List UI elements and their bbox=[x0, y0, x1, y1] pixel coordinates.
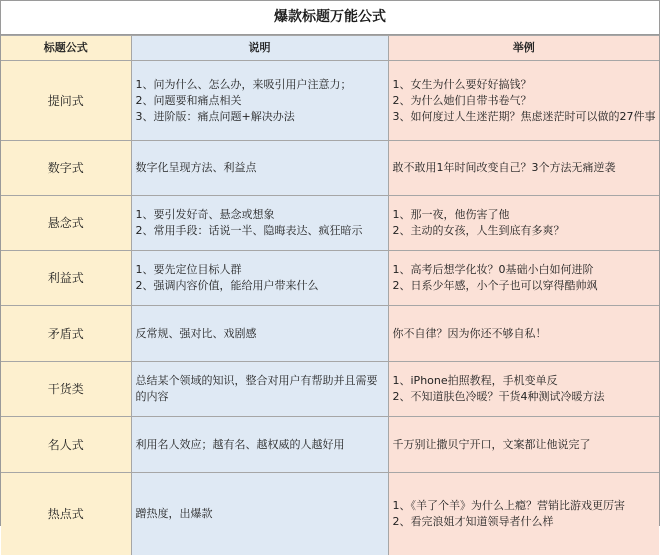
formula-table bbox=[1, 35, 659, 555]
row-type: 热点式 bbox=[1, 473, 131, 555]
desc-line: 2、常用手段：话说一半、隐晦表达、疯狂暗示 bbox=[135, 224, 363, 237]
table-row bbox=[1, 362, 659, 417]
row-desc bbox=[131, 306, 388, 362]
row-type: 提问式 bbox=[1, 61, 131, 141]
row-desc bbox=[131, 141, 388, 196]
row-example bbox=[388, 251, 659, 306]
example-line: 3、如何度过人生迷茫期？焦虑迷茫时可以做的27件事 bbox=[392, 109, 656, 123]
desc-line: 数字化呈现方法、利益点 bbox=[135, 161, 257, 174]
row-example bbox=[388, 473, 659, 555]
example-line: 千万别让撒贝宁开口，文案都让他说完了 bbox=[392, 437, 591, 451]
table-row bbox=[1, 196, 659, 251]
example-line: 1、高考后想学化妆？0基础小白如何进阶 bbox=[392, 263, 594, 276]
example-line: 你不自律？因为你还不够自私！ bbox=[392, 326, 547, 340]
example-line: 敢不敢用1年时间改变自己？3个方法无痛逆袭 bbox=[392, 161, 616, 174]
desc-line: 3、进阶版：痛点问题+解决办法 bbox=[135, 109, 295, 123]
table-row bbox=[1, 306, 659, 362]
table-row bbox=[1, 251, 659, 306]
example-line: 2、不知道肤色冷暖？干货4种测试冷暖方法 bbox=[392, 390, 605, 403]
header-type: 标题公式 bbox=[1, 36, 131, 61]
desc-line: 利用名人效应；越有名、越权威的人越好用 bbox=[135, 437, 345, 451]
row-example bbox=[388, 141, 659, 196]
sheet-title: 爆款标题万能公式 bbox=[1, 1, 659, 35]
example-line: 1、iPhone拍照教程，手机变单反 bbox=[392, 374, 558, 387]
row-desc bbox=[131, 473, 388, 555]
example-line: 2、为什么她们自带书卷气？ bbox=[392, 93, 532, 107]
row-type: 矛盾式 bbox=[1, 306, 131, 362]
row-desc bbox=[131, 362, 388, 417]
row-type: 悬念式 bbox=[1, 196, 131, 251]
desc-line: 蹭热度，出爆款 bbox=[135, 506, 213, 520]
row-example bbox=[388, 61, 659, 141]
row-example bbox=[388, 417, 659, 473]
row-desc bbox=[131, 251, 388, 306]
row-type: 利益式 bbox=[1, 251, 131, 306]
row-type: 名人式 bbox=[1, 417, 131, 473]
example-line: 1、那一夜，他伤害了他 bbox=[392, 208, 510, 221]
example-line: 2、主动的女孩，人生到底有多爽？ bbox=[392, 224, 565, 237]
table-row bbox=[1, 417, 659, 473]
header-row bbox=[1, 36, 659, 61]
desc-line: 1、要引发好奇、悬念或想象 bbox=[135, 208, 275, 221]
table-row bbox=[1, 141, 659, 196]
table-row bbox=[1, 61, 659, 141]
row-example bbox=[388, 362, 659, 417]
desc-line: 总结某个领域的知识，整合对用户有帮助并且需要的内容 bbox=[135, 374, 378, 403]
example-line: 2、看完浪姐才知道领导者什么样 bbox=[392, 514, 554, 528]
header-example: 举例 bbox=[388, 36, 659, 61]
desc-line: 反常规、强对比、戏剧感 bbox=[135, 326, 257, 340]
desc-line: 1、问为什么、怎么办，来吸引用户注意力； bbox=[135, 77, 352, 91]
desc-line: 2、强调内容价值，能给用户带来什么 bbox=[135, 279, 319, 292]
row-type: 干货类 bbox=[1, 362, 131, 417]
desc-line: 2、问题要和痛点相关 bbox=[135, 93, 242, 107]
row-example bbox=[388, 306, 659, 362]
example-line: 2、日系少年感，小个子也可以穿得酷帅飒 bbox=[392, 279, 598, 292]
row-desc bbox=[131, 61, 388, 141]
table-row bbox=[1, 473, 659, 555]
row-type: 数字式 bbox=[1, 141, 131, 196]
example-line: 1、《羊了个羊》为什么上瘾？营销比游戏更厉害 bbox=[392, 498, 625, 512]
row-desc bbox=[131, 417, 388, 473]
desc-line: 1、要先定位目标人群 bbox=[135, 263, 242, 276]
row-example bbox=[388, 196, 659, 251]
row-desc bbox=[131, 196, 388, 251]
header-desc: 说明 bbox=[131, 36, 388, 61]
example-line: 1、女生为什么要好好搞钱？ bbox=[392, 77, 532, 91]
